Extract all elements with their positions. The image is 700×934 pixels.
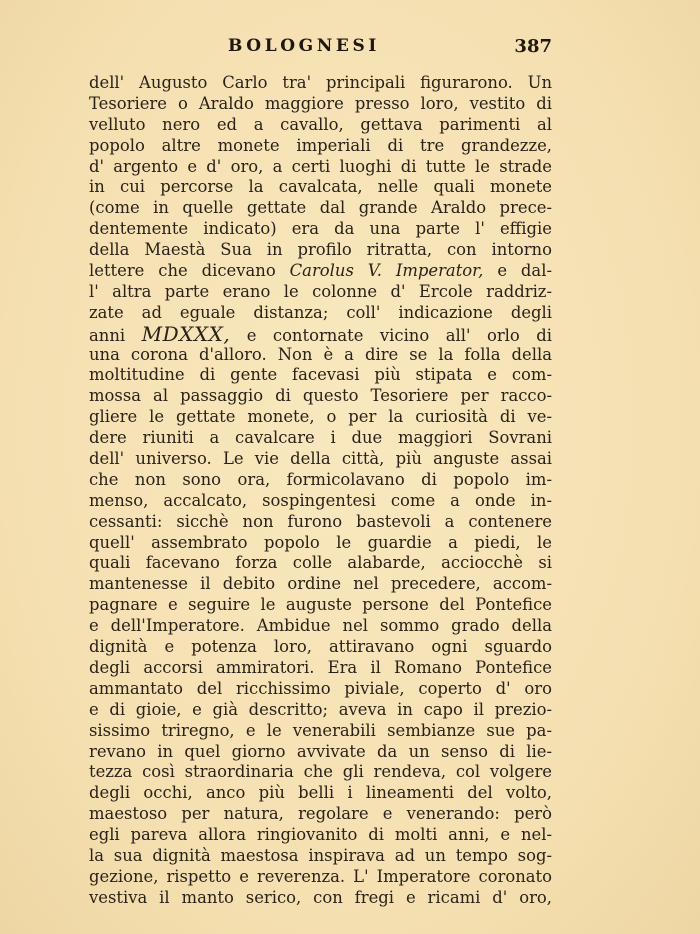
text-line (89, 428, 552, 449)
text-line (89, 616, 552, 637)
text-run: d' argento e d' oro, a certi luoghi di tutte le strade (89, 156, 552, 176)
text-line (89, 825, 552, 846)
text-run: quali facevano forza colle alabarde, acciocchè si (89, 553, 552, 573)
text-run: della Maestà Sua in profilo ritratta, con intorno (89, 240, 552, 260)
text-run: maestoso per natura, regolare e venerando: però (89, 804, 552, 824)
running-head (90, 36, 552, 60)
text-run: in cui percorse la cavalcata, nelle quali monete (89, 177, 552, 197)
text-line (89, 574, 552, 595)
text-line (89, 115, 552, 136)
text-run: dere riuniti a cavalcare i due maggiori Sovrani (89, 428, 552, 448)
text-run: revano in quel giorno avvivate da un senso di lie- (89, 741, 552, 761)
text-line (89, 804, 552, 825)
text-run: gliere le gettate monete, o per la curiosità di ve- (89, 407, 552, 427)
text-run: menso, accalcato, sospingentesi come a onde in- (89, 490, 552, 510)
text-run: popolo altre monete imperiali di tre grandezze, (89, 135, 552, 155)
text-line (89, 177, 552, 198)
page-number: 387 (514, 36, 552, 57)
text-line (89, 553, 552, 574)
text-line (89, 219, 552, 240)
text-line (89, 282, 552, 303)
body-text (89, 73, 552, 909)
text-run: dentemente indicato) era da una parte l' effigie (89, 219, 552, 239)
text-line (89, 261, 552, 282)
text-line (89, 449, 552, 470)
text-run: egli pareva allora ringiovanito di molti anni, e nel- (89, 825, 552, 845)
text-run: zate ad eguale distanza; coll' indicazione degli (89, 302, 552, 322)
text-line (89, 240, 552, 261)
italic-text: Carolus V. Imperator, (289, 261, 484, 281)
text-run: e di gioie, e già descritto; aveva in capo il prezio- (89, 699, 552, 719)
text-line (89, 198, 552, 219)
text-run: dignità e potenza loro, attiravano ogni sguardo (89, 637, 552, 657)
text-line (89, 345, 552, 366)
text-run: cessanti: sicchè non furono bastevoli a contenere (89, 511, 552, 531)
text-run: dell' Augusto Carlo tra' principali figurarono. Un (89, 73, 552, 92)
text-run: sissimo triregno, e le venerabili sembianze sue pa- (89, 720, 552, 740)
text-run: velluto nero ed a cavallo, gettava parimenti al (89, 114, 552, 134)
text-run: gezione, rispetto e reverenza. L' Imperatore coronato (89, 866, 552, 886)
text-line (89, 533, 552, 554)
text-line (89, 470, 552, 491)
text-run: moltitudine di gente facevasi più stipata e com- (89, 365, 552, 385)
text-line (89, 157, 552, 178)
text-line (89, 867, 552, 888)
text-line (89, 491, 552, 512)
text-line (89, 365, 552, 386)
text-line (89, 679, 552, 700)
text-run: ammantato del ricchissimo piviale, coperto d' oro (89, 678, 552, 698)
text-run: e dal- (483, 261, 552, 281)
text-run: Tesoriere o Araldo maggiore presso loro, vestito di (89, 93, 552, 113)
text-run: quell' assembrato popolo le guardie a piedi, le (89, 532, 552, 552)
text-run: una corona d'alloro. Non è a dire se la folla della (89, 344, 552, 364)
text-line (89, 407, 552, 428)
text-run: e contornate vicino all' orlo di (230, 325, 552, 345)
text-run: vestiva il manto serico, con fregi e ricami d' oro, (89, 887, 552, 907)
text-run: mossa al passaggio di questo Tesoriere per racco- (89, 386, 552, 406)
text-line (89, 637, 552, 658)
text-line (89, 303, 552, 324)
text-line (89, 94, 552, 115)
text-line (89, 136, 552, 157)
text-line (89, 762, 552, 783)
text-line (89, 386, 552, 407)
text-line (89, 512, 552, 533)
text-line (89, 658, 552, 679)
text-line (89, 321, 552, 346)
text-run: degli accorsi ammiratori. Era il Romano Pontefice (89, 657, 552, 677)
text-run: mantenesse il debito ordine nel precedere, accom- (89, 574, 552, 594)
text-run: tezza così straordinaria che gli rendeva, col volgere (89, 762, 552, 782)
text-line (89, 742, 552, 763)
text-line (89, 700, 552, 721)
text-run: e dell'Imperatore. Ambidue nel sommo grado della (89, 616, 552, 636)
text-run: lettere che dicevano (89, 261, 290, 281)
text-run: l' altra parte erano le colonne d' Ercole raddriz- (89, 281, 552, 301)
text-run: che non sono ora, formicolavano di popolo im- (89, 469, 552, 489)
running-title: BOLOGNESI (228, 36, 380, 56)
text-line (89, 888, 552, 909)
text-line (89, 73, 552, 94)
text-line (89, 846, 552, 867)
text-run: pagnare e seguire le auguste persone del Pontefice (89, 595, 552, 615)
text-run: anni (89, 325, 142, 345)
roman-numeral-date: MDXXX, (141, 321, 231, 346)
text-line (89, 721, 552, 742)
text-line (89, 595, 552, 616)
text-line (89, 783, 552, 804)
text-run: la sua dignità maestosa inspirava ad un tempo sog- (89, 845, 552, 865)
text-run: degli occhi, anco più belli i lineamenti del volto, (89, 783, 552, 803)
text-run: (come in quelle gettate dal grande Araldo prece- (89, 198, 552, 218)
text-run: dell' universo. Le vie della città, più anguste assai (89, 449, 552, 469)
